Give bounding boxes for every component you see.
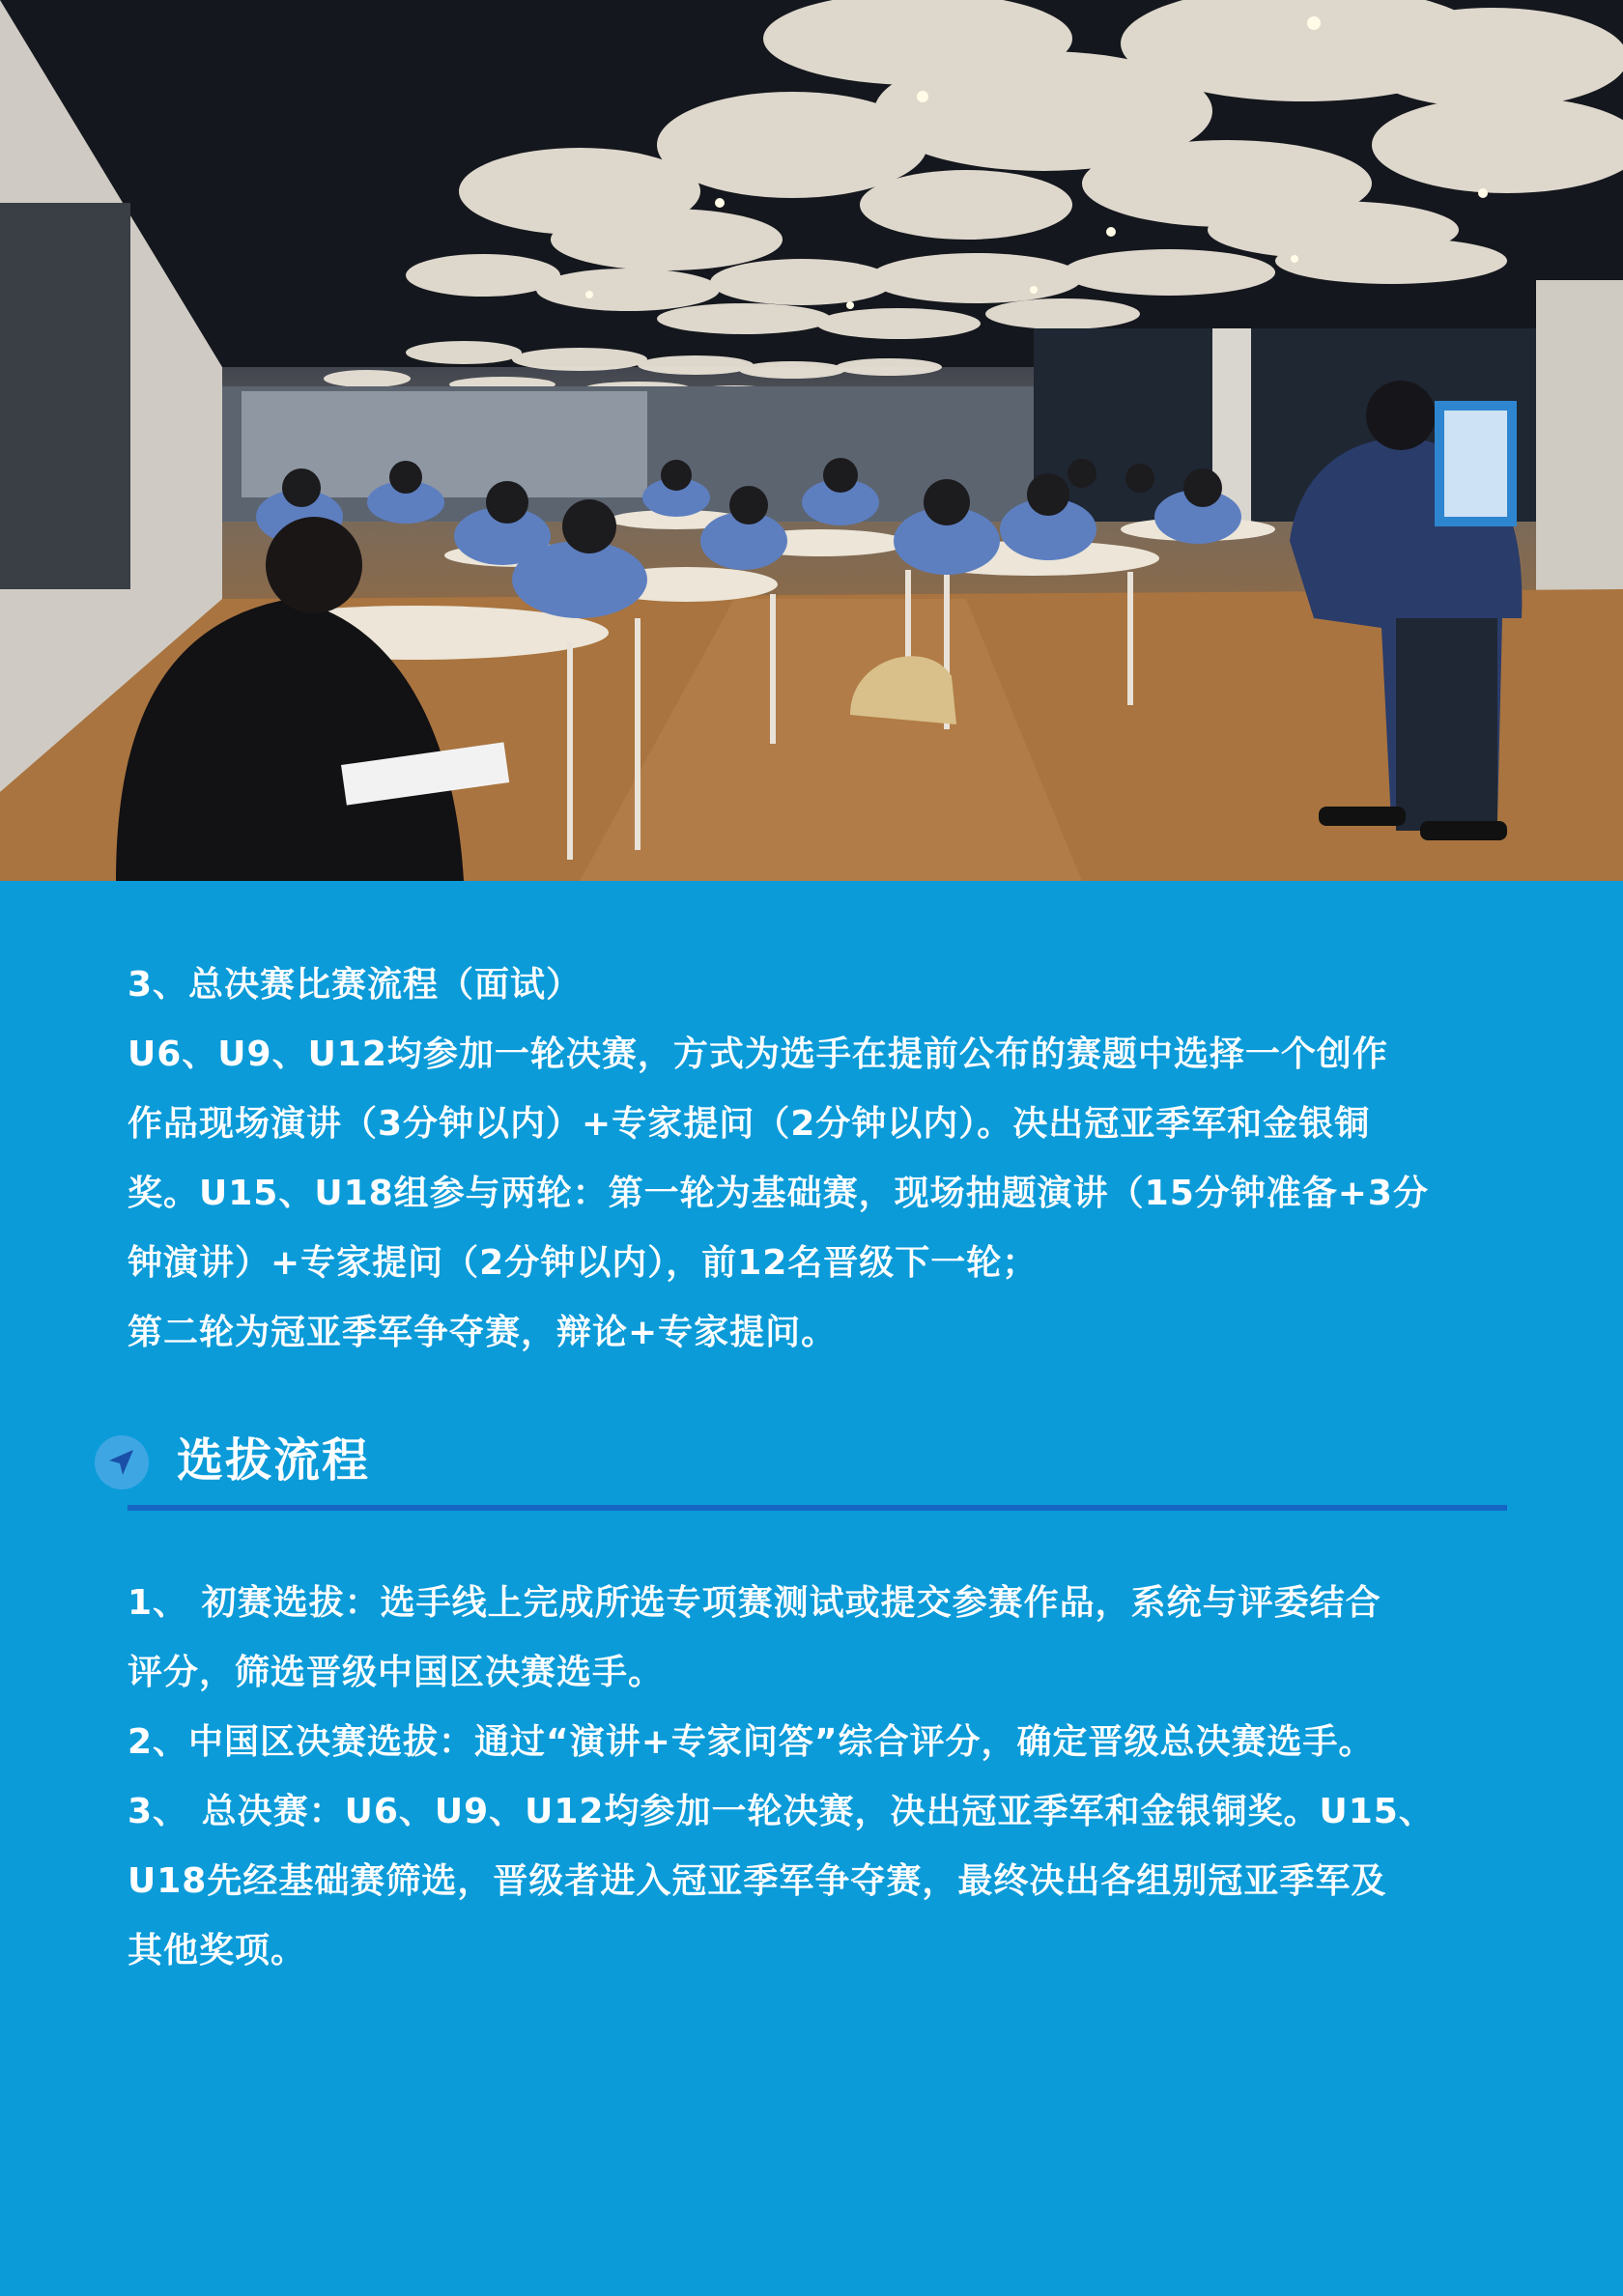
final-process-line: 奖。U15、U18组参与两轮：第一轮为基础赛，现场抽题演讲（15分钟准备+3分 xyxy=(128,1174,1429,1213)
final-process-heading: 3、总决赛比赛流程（面试） xyxy=(128,965,583,1005)
selection-section-header xyxy=(95,1422,1505,1503)
selection-line: U18先经基础赛筛选，晋级者进入冠亚季军争夺赛，最终决出各组别冠亚季军及 xyxy=(128,1861,1387,1901)
section-divider xyxy=(128,1505,1507,1511)
classroom-lecture-photo xyxy=(0,0,1623,881)
final-process-line: U6、U9、U12均参加一轮决赛，方式为选手在提前公布的赛题中选择一个创作 xyxy=(128,1035,1388,1074)
selection-line: 1、 初赛选拔：选手线上完成所选专项赛测试或提交参赛作品，系统与评委结合 xyxy=(128,1583,1381,1623)
selection-line: 评分，筛选晋级中国区决赛选手。 xyxy=(128,1653,665,1692)
final-process-line: 第二轮为冠亚季军争夺赛，辩论+专家提问。 xyxy=(128,1313,838,1352)
final-process-line: 作品现场演讲（3分钟以内）+专家提问（2分钟以内）。决出冠亚季军和金银铜 xyxy=(128,1104,1371,1144)
final-process-paragraph xyxy=(128,950,1509,1368)
selection-process-paragraph xyxy=(128,1569,1509,1986)
selection-line: 其他奖项。 xyxy=(128,1931,307,1970)
final-process-line: 钟演讲）+专家提问（2分钟以内），前12名晋级下一轮； xyxy=(128,1243,1039,1283)
selection-line: 2、中国区决赛选拔：通过“演讲+专家问答”综合评分，确定晋级总决赛选手。 xyxy=(128,1722,1375,1762)
navigation-arrow-icon xyxy=(95,1435,149,1489)
section-title: 选拔流程 xyxy=(177,1433,371,1488)
selection-line: 3、 总决赛：U6、U9、U12均参加一轮决赛，决出冠亚季军和金银铜奖。U15、 xyxy=(128,1792,1435,1831)
photo-illustration xyxy=(0,0,1623,881)
